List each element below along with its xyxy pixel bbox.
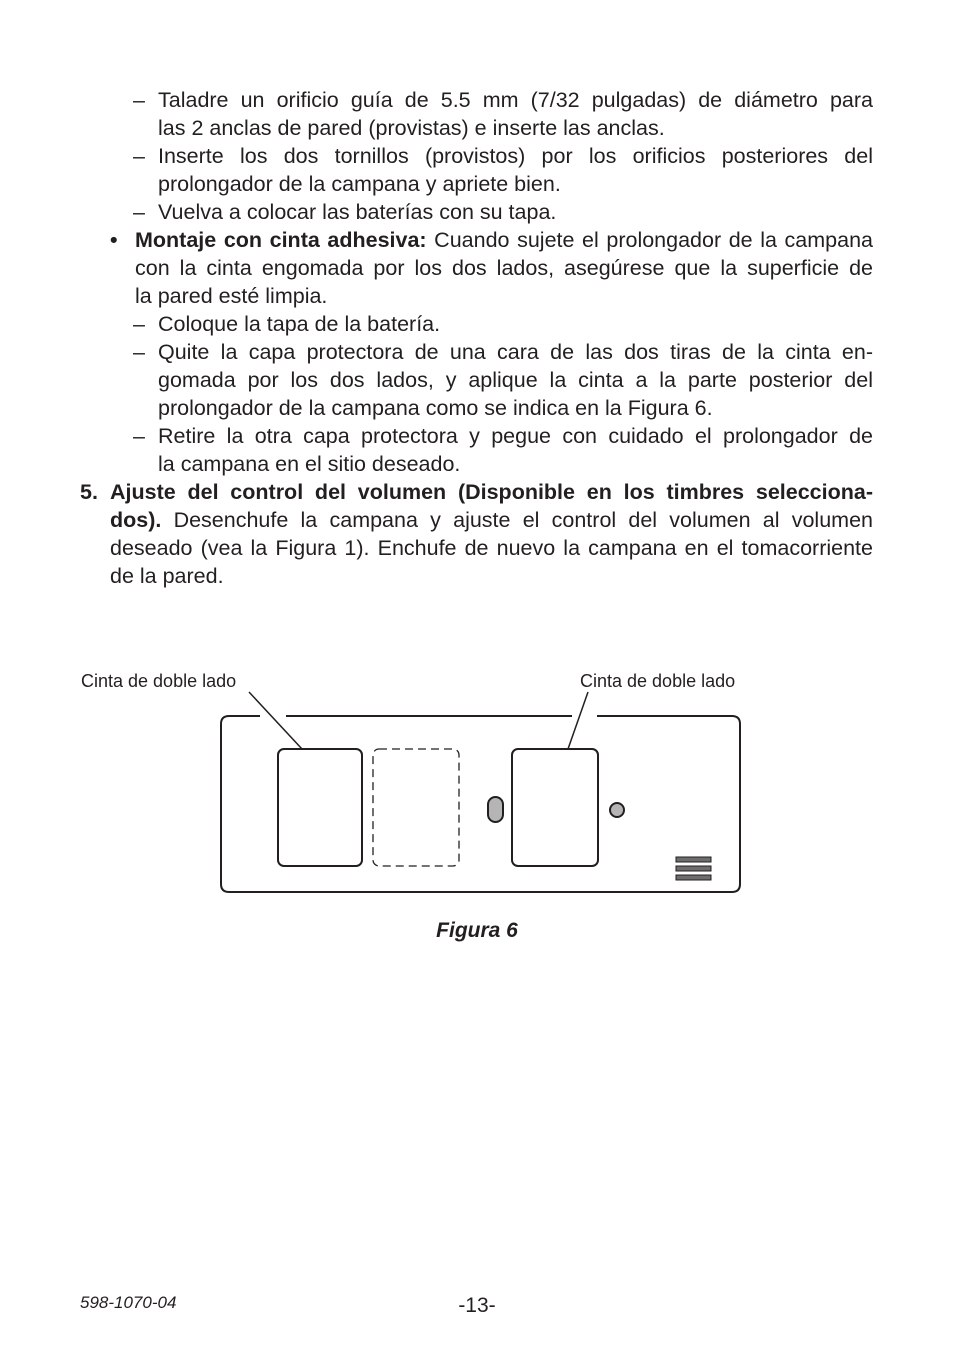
leader-line-left [249,692,302,749]
step-5-line-2-rest: Desenchufe la campana y ajuste el control del volumen al volumen [161,508,873,532]
tape-bullet-line-1-rest: Cuando sujete el prolongador de la campana [426,228,873,252]
peel-step-line-1: Quite la capa protectora de una cara de las dos tiras de la cinta en- [158,340,873,364]
mounting-hole-icon [610,803,624,817]
document-number: 598-1070-04 [80,1293,177,1312]
tape-bullet-title: Montaje con cinta adhesiva: [135,228,427,252]
dash-marker: – [133,200,145,224]
tape-strip-right [512,749,598,866]
screw-step-line-1: Inserte los dos tornillos (provistos) por los orificios posteriores del [158,144,873,168]
tape-strip-left [278,749,362,866]
dash-marker: – [133,424,145,448]
drill-step-line-1: Taladre un orificio guía de 5.5 mm (7/32 pulgadas) de diámetro para [158,88,873,112]
bullet-marker: • [110,228,118,252]
battery-cover-outline [373,749,459,866]
peel-step-line-2: gomada por los dos lados, y aplique la cinta a la parte posterior del [158,368,873,392]
dash-marker: – [133,312,145,336]
peel-step-line-3: prolongador de la campana como se indica en la Figura 6. [158,396,713,420]
remove-step-line-2: la campana en el sitio deseado. [158,452,461,476]
dash-marker: – [133,144,145,168]
tape-bullet-line-2: con la cinta engomada por los dos lados, asegúrese que la superficie de [135,256,873,280]
step-5-line-3: deseado (vea la Figura 1). Enchufe de nuevo la campana en el tomacorriente [110,536,873,560]
page-number: -13- [458,1294,496,1317]
screw-step-line-2: prolongador de la campana y apriete bien. [158,172,561,196]
step-5-title-line-2: dos). [110,508,162,532]
battery-cover-step-text: Coloque la tapa de la batería. [158,312,441,336]
step-5-number: 5. [80,480,98,504]
battery-step-text: Vuelva a colocar las baterías con su tapa. [158,200,557,224]
leader-line-right [568,692,588,749]
dash-marker: – [133,340,145,364]
figure-label-right: Cinta de doble lado [580,671,736,691]
tape-bullet-line-3: la pared esté limpia. [135,284,328,308]
step-5-title-line-1: Ajuste del control del volumen (Disponible en los timbres selecciona- [110,480,873,504]
mounting-slot-icon [488,797,503,822]
figure-label-left: Cinta de doble lado [81,671,237,691]
drill-step-line-2: las 2 anclas de pared (provistas) e inserte las anclas. [158,116,665,140]
dash-marker: – [133,88,145,112]
speaker-vent-icon [676,857,711,880]
figure-caption: Figura 6 [436,919,518,942]
remove-step-line-1: Retire la otra capa protectora y pegue con cuidado el prolongador de [158,424,873,448]
step-5-line-4: de la pared. [110,564,224,588]
